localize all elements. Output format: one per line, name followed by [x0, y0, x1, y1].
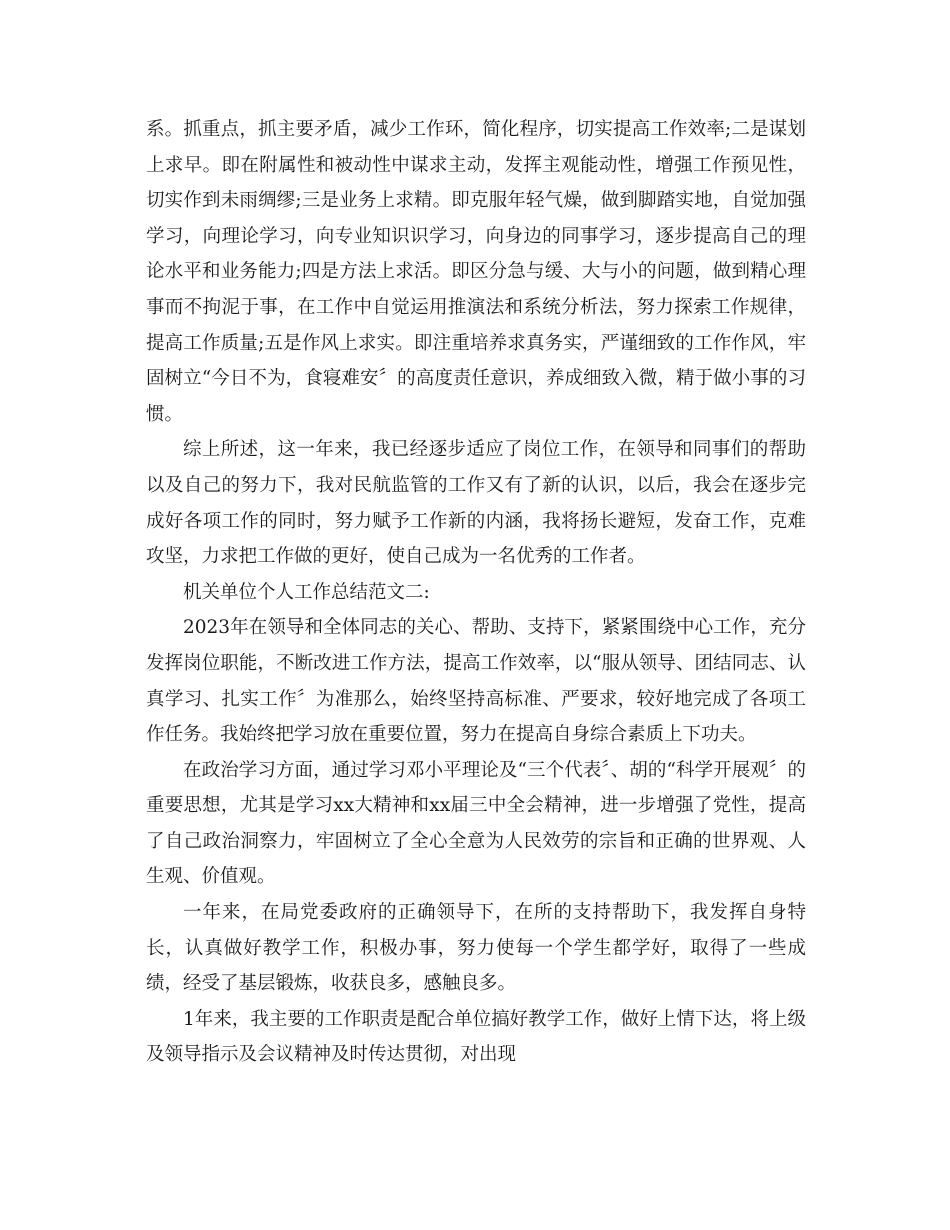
- document-page: [146, 112, 806, 1073]
- paragraph-duties: 1年来，我主要的工作职责是配合单位搞好教学工作，做好上情下达，将上级及领导指示及会议精神及时传达贯彻，对出现: [146, 1008, 806, 1066]
- paragraph-work-methods: 系。抓重点，抓主要矛盾，减少工作环，简化程序，切实提高工作效率;二是谋划上求早。即在附属性和被动性中谋求主动，发挥主观能动性，增强工作预见性，切实作到未雨绸缪;三是业务上求精。即克服年轻气燥，做到脚踏实地，自觉加强学习，向理论学习，向专业知识识学习，向身边的同事学习，逐步提高自己的理论水平和业务能力;四是方法上求活。即区分急与缓、大与小的问题，做到精心理事而不拘泥于事，在工作中自觉运用推演法和系统分析法，努力探索工作规律，提高工作质量;五是作风上求实。即注重培养求真务实，严谨细致的工作作风，牢固树立“今日不为，食寝难安〞的高度责任意识，养成细致入微，精于做小事的习惯。: [146, 119, 806, 425]
- paragraph-summary: 综上所述，这一年来，我已经逐步适应了岗位工作，在领导和同事们的帮助以及自己的努力下，我对民航监管的工作又有了新的认识，以后，我会在逐步完成好各项工作的同时，努力赋予工作新的内涵，我将扬长避短，发奋工作，克难攻坚，力求把工作做的更好，使自己成为一名优秀的工作者。: [146, 439, 806, 568]
- paragraph-2023-overview: 2023年在领导和全体同志的关心、帮助、支持下，紧紧围绕中心工作，充分发挥岗位职能，不断改进工作方法，提高工作效率，以“服从领导、团结同志、认真学习、扎实工作〞为准那么，始终坚持高标准、严要求，较好地完成了各项工作任务。我始终把学习放在重要位置，努力在提高自身综合素质上下功夫。: [146, 617, 806, 746]
- paragraph-political-study: 在政治学习方面，通过学习邓小平理论及“三个代表〞、胡的“科学开展观〞的重要思想，尤其是学习xx大精神和xx届三中全会精神，进一步增强了党性，提高了自己政治洞察力，牢固树立了全心全意为人民效劳的宗旨和正确的世界观、人生观、价值观。: [146, 759, 806, 888]
- paragraph-year-review: 一年来，在局党委政府的正确领导下，在所的支持帮助下，我发挥自身特长，认真做好教学工作，积极办事，努力使每一个学生都学好，取得了一些成绩，经受了基层锻炼，收获良多，感触良多。: [146, 902, 806, 995]
- section-heading-sample-two: 机关单位个人工作总结范文二:: [183, 581, 430, 603]
